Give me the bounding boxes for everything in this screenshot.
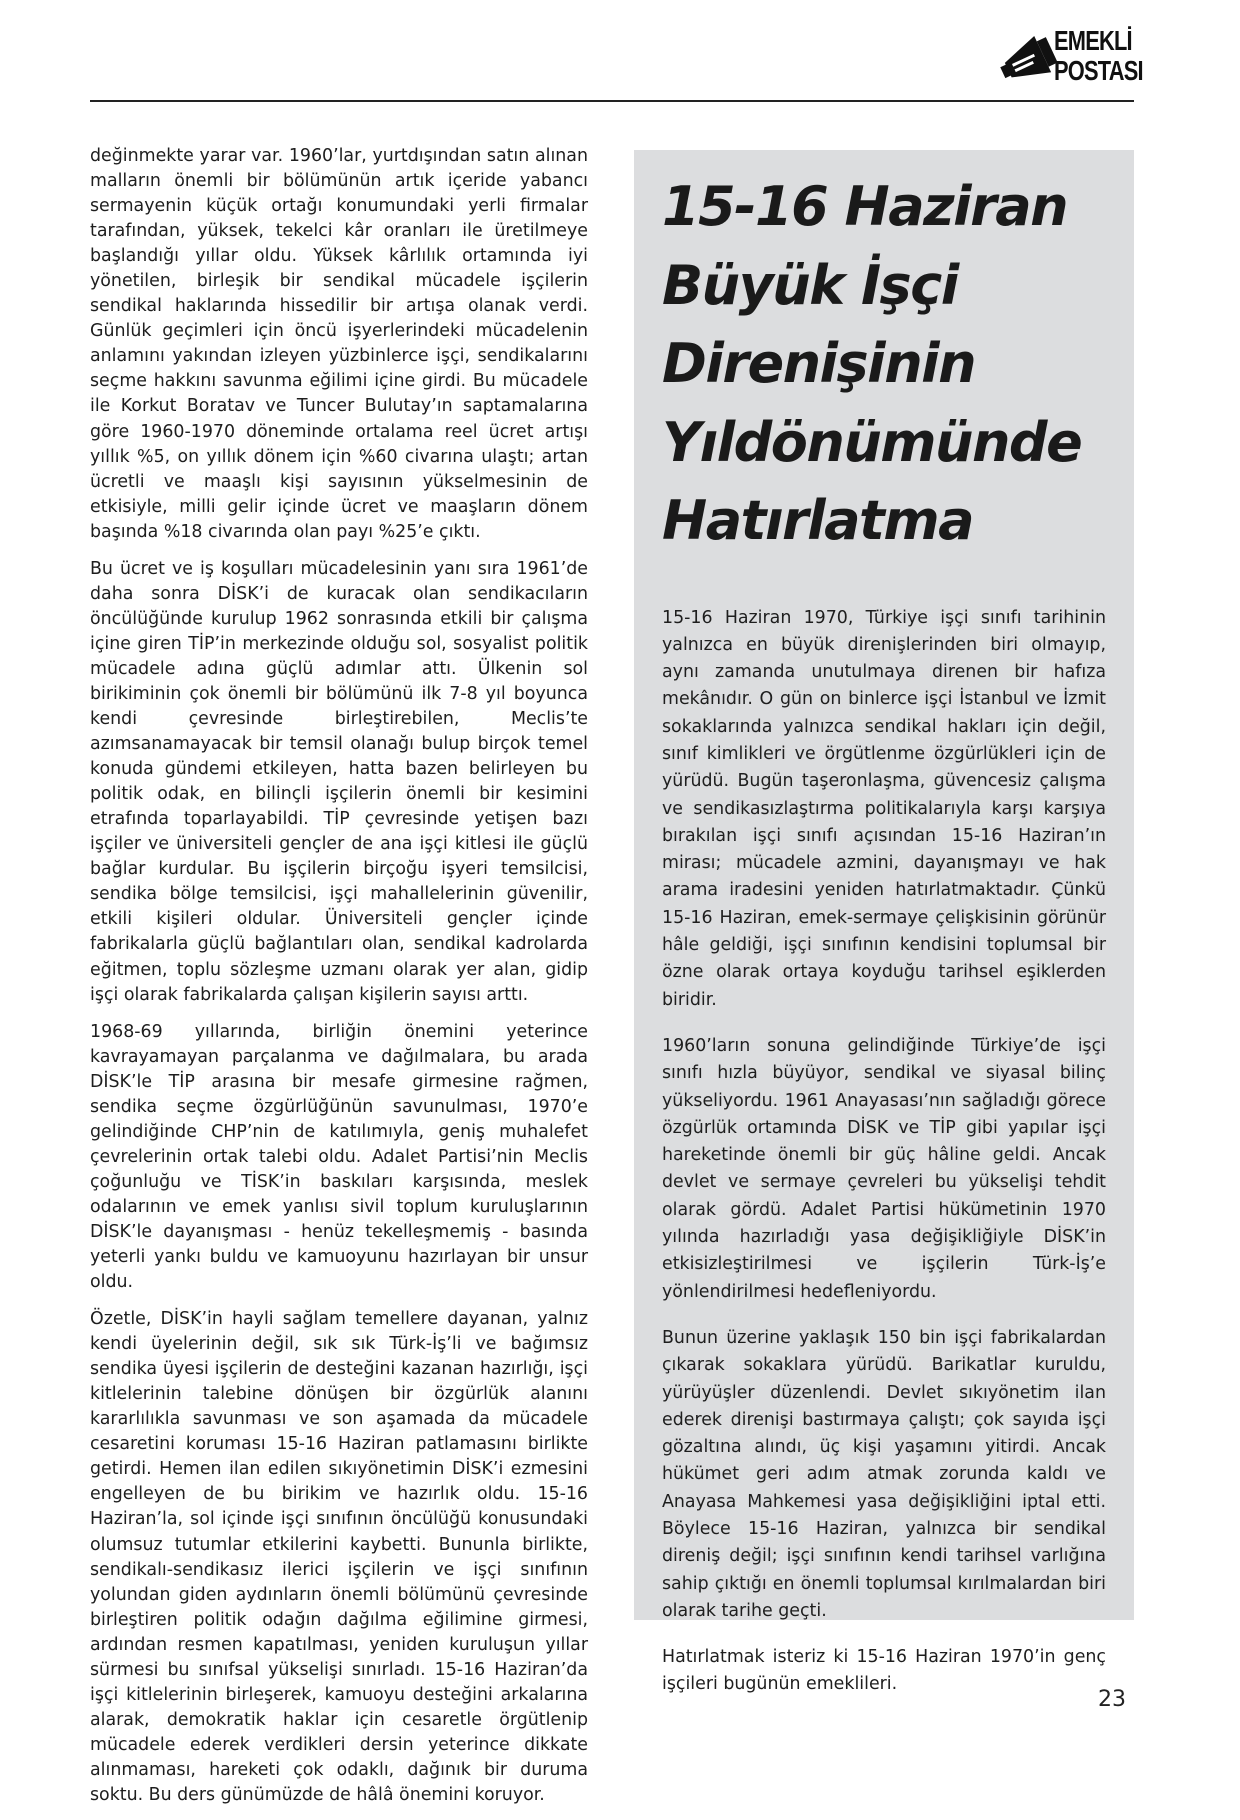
sidebar-paragraph: 1960’ların sonuna gelindiğinde Türkiye’de işçi sınıfı hızla büyüyor, sendikal ve siyasal bilinç yükseliyordu. 1961 Anayasası’nın sağladığı görece özgürlük ortamında DİSK ve TİP gibi yapılar işçi hareketinde önemli bir güç hâline geldi. Ancak devlet ve sermaye çevreleri bu yükselişi tehdit olarak gördü. Adalet Partisi hükümetinin 1970 yılında hazırladığı yasa değişikliğiyle DİSK’in etkisizleştirilmesi ve işçilerin Türk-İş’e yönlendirilmesi hedefleniyordu.: [662, 1035, 1106, 1302]
sidebar-paragraph: Hatırlatmak isteriz ki 15-16 Haziran 1970’in genç işçileri bugünün emeklileri.: [662, 1647, 1106, 1695]
sidebar-title: 15-16 Haziran Büyük İşçi Direnişinin Yıldönümünde Hatırlatma: [662, 175, 1082, 552]
paragraph: Özetle, DİSK’in hayli sağlam temellere dayanan, yalnız kendi üyelerinin değil, sık sık Türk-İş’li ve bağımsız sendika üyesi işçilerin de desteğini kazanan hazırlığı, işçi kitlelerinin talebine dönüşen bir özgürlük alanını kararlılıkla savunması ve son aşamada da mücadele cesaretini koruması 15-16 Haziran patlamasını birlikte getirdi. Hemen ilan edilen sıkıyönetimin DİSK’i ezmesini engelleyen de bu birikim ve hazırlık oldu. 15-16 Haziran’la, sol içinde işçi sınıfının öncülüğü konusundaki olumsuz tutumlar etkilerini kaybetti. Bununla birlikte, sendikalı-sendikasız ilerici işçilerin ve işçi sınıfının yolundan giden aydınların önemli bölümünü çevresinde birleştiren politik odağın dağılma eğilimine girmesi, ardından resmen kapatılması, yeniden kuruluşun yıllar sürmesi bu sınıfsal yükselişi sınırladı. 15-16 Haziran’da işçi kitlelerinin birleşerek, kamuoyu desteğini arkalarına alarak, demokratik haklar için cesaretle örgütlenip mücadele ederek verdikleri dersin yeterince dikkate alınmaması, hareketi çok odaklı, dağınık bir duruma soktu. Bu ders günümüzde de hâlâ önemini koruyor.: [90, 1309, 588, 1805]
paragraph: 1968-69 yıllarında, birliğin önemini yeterince kavrayamayan parçalanma ve dağılmalara, bu arada DİSK’le TİP arasına bir mesafe girmesine rağmen, sendika seçme özgürlüğünün savunulması, 1970’e gelindiğinde CHP’nin de katılımıyla, geniş muhalefet çevrelerinin ortak talebi oldu. Adalet Partisi’nin Meclis çoğunluğu ve TİSK’in baskıları karşısında, meslek odalarının ve emek yanlısı sivil toplum kuruluşlarının DİSK’le dayanışması - henüz tekelleşmemiş - basında yeterli yankı buldu ve kamuoyunu hazırlayan bir unsur oldu.: [90, 1021, 588, 1293]
megaphone-icon: [1000, 32, 1060, 88]
publication-logo: [1000, 22, 1143, 98]
logo-line-1: EMEKLİ: [1054, 25, 1132, 56]
page-number: 23: [1098, 1687, 1126, 1712]
paragraph: değinmekte yarar var. 1960’lar, yurtdışından satın alınan malların önemli bir bölümünün artık içeride yabancı sermayenin küçük ortağı konumundaki yerli firmalar tarafından, yüksek, tekelci kâr oranları ile üretilmeye başlandığı yıllar oldu. Yüksek kârlılık ortamında iyi yönetilen, birleşik bir sendikal mücadele işçilerin sendikal haklarında hissedilir bir artışa olanak verdi. Günlük geçimleri için öncü işyerlerindeki mücadelenin anlamını yakından izleyen yüzbinlerce işçi, sendikalarını seçme hakkını savunma eğilimi içine girdi. Bu mücadele ile Korkut Boratav ve Tuncer Bulutay’ın saptamalarına göre 1960-1970 döneminde ortalama reel ücret artışı yıllık %5, on yıllık dönem için %60 civarına ulaştı; artan ücretli ve maaşlı kişi sayısının yükselmesinin de etkisiyle, milli gelir içinde ücret ve maaşların dönem başında %18 civarında olan payı %25’e çıktı.: [90, 146, 588, 542]
header-rule: [90, 100, 1134, 102]
main-text-column: [90, 144, 588, 1820]
sidebar-paragraph: 15-16 Haziran 1970, Türkiye işçi sınıfı tarihinin yalnızca en büyük direnişlerinden biri olmayıp, aynı zamanda unutulmaya direnen bir hafıza mekânıdır. O gün on binlerce işçi İstanbul ve İzmit sokaklarında yalnızca sendikal hakları için değil, sınıf kimlikleri ve örgütlenme özgürlükleri için de yürüdü. Bugün taşeronlaşma, güvencesiz çalışma ve sendikasızlaştırma politikalarıyla karşı karşıya bırakılan işçi sınıfı açısından 15-16 Haziran’ın mirası; mücadele azmini, dayanışmayı ve hak arama iradesini yeniden hatırlatmaktadır. Çünkü 15-16 Haziran, emek-sermaye çelişkisinin görünür hâle geldiği, işçi sınıfının kendisini toplumsal bir özne olarak ortaya koyduğu tarihsel eşiklerden biridir.: [662, 607, 1106, 1010]
logo-line-2: POSTASI: [1054, 55, 1143, 86]
sidebar-box: [634, 150, 1134, 1695]
logo-wordmark: [1054, 26, 1143, 86]
paragraph: Bu ücret ve iş koşulları mücadelesinin yanı sıra 1961’de daha sonra DİSK’i de kuracak olan sendikacıların öncülüğünde kurulup 1962 sonrasında etkili bir çalışma içine giren TİP’in merkezinde olduğu sol, sosyalist politik mücadele adına güçlü adımlar attı. Ülkenin sol birikiminin çok önemli bir bölümünü ilk 7-8 yıl boyunca kendi çevresinde birleştirebilen, Meclis’te azımsanamayacak bir temsil olanağı bulup birçok temel konuda gündemi etkileyen, hatta bazen belirleyen bu politik odak, en bilinçli işçilerin önemli bir kesimini etrafında toparlayabildi. TİP çevresinde yetişen bazı işçiler ve üniversiteli gençler de ana işçi kitlesi ile güçlü bağlar kurdular. Bu işçilerin birçoğu işyeri temsilcisi, sendika bölge temsilcisi, işçi mahallelerinin güvenilir, etkili kişileri oldular. Üniversiteli gençler içinde fabrikalarla güçlü bağlantıları olan, sendikal kadrolarda eğitmen, toplu sözleşme uzmanı olarak yer alan, gidip işçi olarak fabrikalarda çalışan kişilerin sayısı arttı.: [90, 558, 588, 1005]
sidebar-paragraph: Bunun üzerine yaklaşık 150 bin işçi fabrikalardan çıkarak sokaklara yürüdü. Barikatlar kuruldu, yürüyüşler düzenlendi. Devlet sıkıyönetim ilan ederek direnişi bastırmaya çalıştı; çok sayıda işçi gözaltına alındı, üç kişi yaşamını yitirdi. Ancak hükümet geri adım atmak zorunda kaldı ve Anayasa Mahkemesi yasa değişikliğini iptal etti. Böylece 15-16 Haziran, yalnızca bir sendikal direniş değil; işçi sınıfının kendi tarihsel varlığına sahip çıktığı en önemli toplumsal kırılmalardan biri olarak tarihe geçti.: [662, 1327, 1106, 1621]
